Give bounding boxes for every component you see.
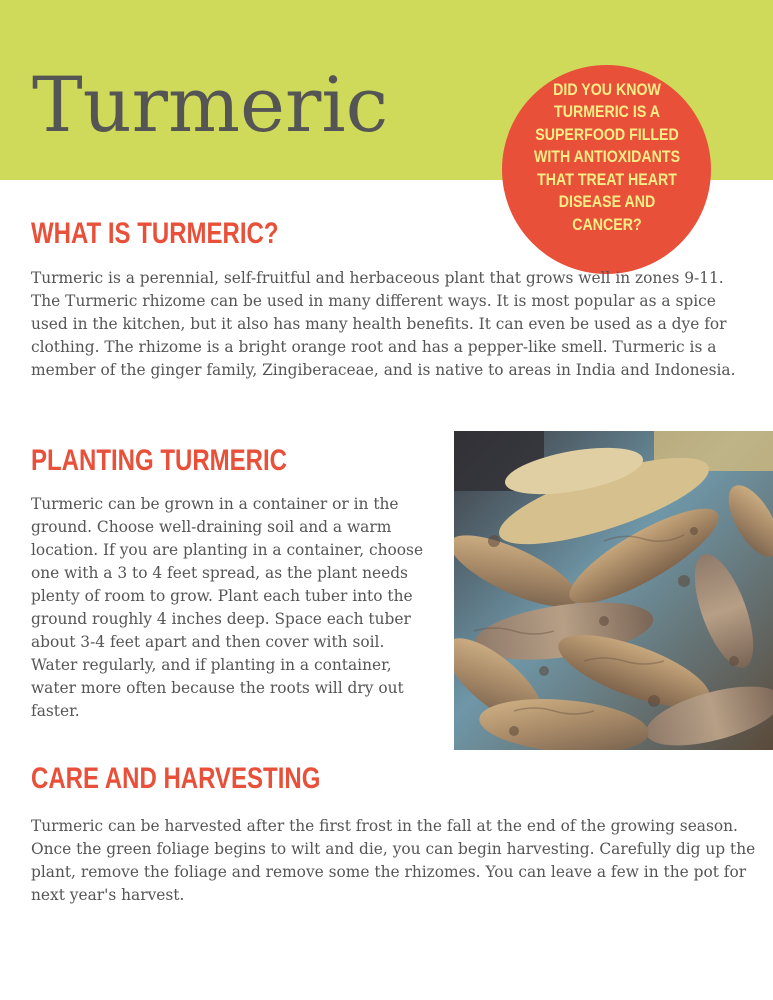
- section-body-what-is-turmeric: Turmeric is a perennial, self-fruitful and herbaceous plant that grows well in zones 9-11. The Turmeric rhizome can be used in many different ways. It is most popular as a spice used in the kitchen, but it also has many health benefits. It can even be used as a dye for clothing. The rhizome is a bright orange root and has a pepper-like smell. Turmeric is a member of the ginger family, Zingiberaceae, and is native to areas in India and Indonesia.: [31, 269, 736, 379]
- turmeric-photo: [454, 431, 773, 750]
- section-heading-what-is-turmeric: WHAT IS TURMERIC?: [31, 217, 279, 250]
- page-title: Turmeric: [32, 60, 389, 149]
- section-body-care-and-harvesting: Turmeric can be harvested after the first frost in the fall at the end of the growing season. Once the green foliage begins to wilt and die, you can begin harvesting. Carefully dig up the plant, remove the foliage and remove some the rhizomes. You can leave a few in the pot for next year's harvest.: [31, 817, 756, 904]
- section-heading-planting-turmeric: PLANTING TURMERIC: [31, 444, 287, 477]
- section-heading-care-and-harvesting: CARE AND HARVESTING: [31, 762, 321, 795]
- callout-text: DID YOU KNOW TURMERIC IS A SUPERFOOD FILLED WITH ANTIOXIDANTS THAT TREAT HEART DISEASE AND CANCER?: [533, 80, 680, 234]
- section-body-planting-turmeric: Turmeric can be grown in a container or in the ground. Choose well-draining soil and a warm location. If you are planting in a container, choose one with a 3 to 4 feet spread, as the plant needs plenty of room to grow. Plant each tuber into the ground roughly 4 inches deep. Space each tuber about 3-4 feet apart and then cover with soil. Water regularly, and if planting in a container, water more often because the roots will dry out faster.: [31, 495, 424, 720]
- callout-circle: [502, 65, 711, 274]
